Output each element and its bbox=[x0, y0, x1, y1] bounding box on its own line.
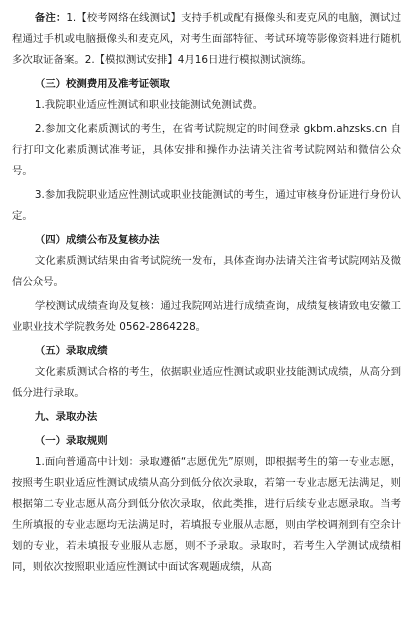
section5-heading: （五）录取成绩 bbox=[34, 345, 108, 357]
chapter9-subheading: （一）录取规则 bbox=[34, 435, 108, 447]
section4-heading: （四）成绩公布及复核办法 bbox=[34, 234, 160, 246]
note-text: 1.【校考网络在线测试】支持手机或配有摄像头和麦克风的电脑，测试过程通过手机或电脑摄像头和麦克风，对考生面部特征、考试环境等影像资料进行随机多次取证备案。2.【模拟测试安排】4月16日进行模拟测试演练。 bbox=[12, 12, 401, 66]
section3-item-3: 3.参加我院职业适应性测试或职业技能测试的考生，通过审核身份证进行身份认定。 bbox=[12, 189, 401, 222]
section4-paragraph-1: 文化素质测试结果由省考试院统一发布，具体查询办法请关注省考试院网站及微信公众号。 bbox=[12, 255, 401, 288]
note-label: 备注： bbox=[34, 12, 67, 24]
note-paragraph bbox=[12, 8, 401, 71]
chapter9-paragraph: 1.面向普通高中计划：录取遵循“志愿优先”原则，即根据考生的第一专业志愿，按照考生职业适应性测试成绩从高分到低分依次录取，若第一专业志愿无法满足，则根据第二专业志愿从高分到低分依次录取，依此类推，进行后续专业志愿录取。当考生所填报的专业志愿均无法满足时，若填报专业服从志愿，则由学校调剂到有空余计划的专业，若未填报专业服从志愿，则不予录取。录取时，若考生入学测试成绩相同，则依次按照职业适应性测试中面试客观题成绩，从高 bbox=[12, 456, 401, 573]
section3-item-1: 1.我院职业适应性测试和职业技能测试免测试费。 bbox=[34, 99, 263, 111]
section4-paragraph-2: 学校测试成绩查询及复核：通过我院网站进行成绩查询，成绩复核请致电安徽工业职业技术学院教务处 0562-2864228。 bbox=[12, 300, 401, 333]
section3-heading: （三）校测费用及准考证领取 bbox=[34, 78, 170, 90]
section3-item-2: 2.参加文化素质测试的考生，在省考试院规定的时间登录 gkbm.ahzsks.cn 自行打印文化素质测试准考证，具体安排和操作办法请关注省考试院网站和微信公众号。 bbox=[12, 123, 401, 177]
section5-paragraph-1: 文化素质测试合格的考生，依据职业适应性测试或职业技能测试成绩，从高分到低分进行录取。 bbox=[12, 366, 401, 399]
chapter9-heading: 九、录取办法 bbox=[34, 411, 98, 423]
